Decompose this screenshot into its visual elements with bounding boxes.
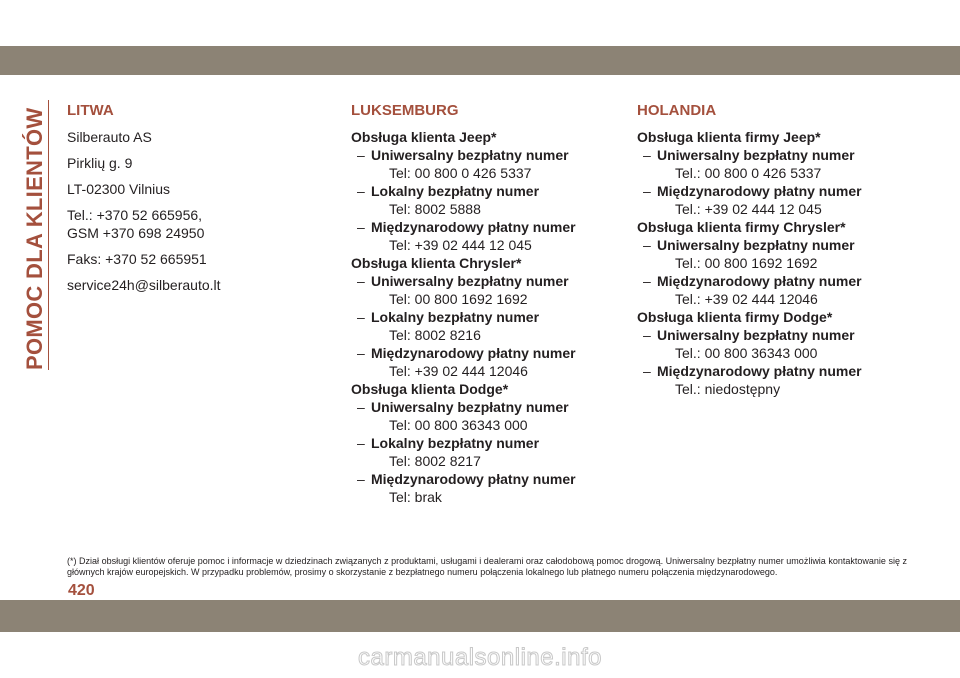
litwa-city: LT-02300 Vilnius — [67, 181, 170, 197]
list-item: – Uniwersalny bezpłatny numer Tel.: 00 800 1692 1692 — [643, 237, 855, 271]
list-item: – Międzynarodowy płatny numer Tel: +39 02 444 12 045 — [357, 219, 576, 253]
list-item: – Uniwersalny bezpłatny numer Tel.: 00 800 36343 000 — [643, 327, 855, 361]
list-item: – Lokalny bezpłatny numer Tel: 8002 8216 — [357, 309, 540, 343]
litwa-phones — [67, 206, 327, 242]
holandia-group-chrysler — [637, 218, 927, 308]
page-number: 420 — [68, 582, 95, 599]
luksemburg-group-chrysler — [351, 254, 621, 380]
holandia-heading: HOLANDIA — [637, 102, 717, 119]
luksemburg-column — [351, 102, 621, 506]
list-item: – Międzynarodowy płatny numer Tel: +39 02 444 12046 — [357, 345, 576, 379]
list-item: – Uniwersalny bezpłatny numer Tel: 00 800 1692 1692 — [357, 273, 569, 307]
luksemburg-heading: LUKSEMBURG — [351, 102, 459, 119]
list-item: – Uniwersalny bezpłatny numer Tel.: 00 800 0 426 5337 — [643, 147, 855, 181]
litwa-email: service24h@silberauto.lt — [67, 277, 221, 293]
side-rule — [48, 100, 49, 370]
list-item: – Międzynarodowy płatny numer Tel: brak — [357, 471, 576, 505]
litwa-company: Silberauto AS — [67, 129, 152, 145]
holandia-column — [637, 102, 927, 398]
litwa-fax: Faks: +370 52 665951 — [67, 251, 207, 267]
group-title: Obsługa klienta Chrysler* — [351, 255, 522, 271]
group-title: Obsługa klienta Dodge* — [351, 381, 509, 397]
list-item: – Lokalny bezpłatny numer Tel: 8002 8217 — [357, 435, 540, 469]
holandia-group-dodge — [637, 308, 927, 398]
litwa-tel: Tel.: +370 52 665956, — [67, 207, 203, 223]
section-side-title: POMOC DLA KLIENTÓW — [22, 107, 47, 370]
litwa-heading: LITWA — [67, 102, 114, 119]
litwa-gsm: GSM +370 698 24950 — [67, 225, 205, 241]
group-title: Obsługa klienta firmy Dodge* — [637, 309, 833, 325]
watermark: carmanualsonline.info — [358, 644, 602, 671]
footnote: (*) Dział obsługi klientów oferuje pomoc i informacje w dziedzinach związanych z produktami, usługami i dealerami oraz całodobową pomoc drogową. Uniwersalny bezpłatny numer umożliwia kontaktowanie się z głównych krajów europejskich. W przypadku problemów, prosimy o skorzystanie z bezpłatnego numeru połączenia lokalnego lub płatnego numeru połączenia międzynarodowego. — [67, 556, 907, 577]
luksemburg-group-jeep — [351, 128, 621, 254]
litwa-column — [67, 102, 327, 302]
list-item: – Uniwersalny bezpłatny numer Tel: 00 800 36343 000 — [357, 399, 569, 433]
header-band — [0, 46, 960, 75]
holandia-group-jeep — [637, 128, 927, 218]
list-item: – Międzynarodowy płatny numer Tel.: niedostępny — [643, 363, 862, 397]
footer-band — [0, 600, 960, 632]
group-title: Obsługa klienta Jeep* — [351, 129, 497, 145]
list-item: – Międzynarodowy płatny numer Tel.: +39 02 444 12046 — [643, 273, 862, 307]
litwa-street: Pirklių g. 9 — [67, 155, 133, 171]
group-title: Obsługa klienta firmy Jeep* — [637, 129, 821, 145]
list-item: – Międzynarodowy płatny numer Tel.: +39 02 444 12 045 — [643, 183, 862, 217]
luksemburg-group-dodge — [351, 380, 621, 506]
list-item: – Uniwersalny bezpłatny numer Tel: 00 800 0 426 5337 — [357, 147, 569, 181]
group-title: Obsługa klienta firmy Chrysler* — [637, 219, 846, 235]
list-item: – Lokalny bezpłatny numer Tel: 8002 5888 — [357, 183, 540, 217]
